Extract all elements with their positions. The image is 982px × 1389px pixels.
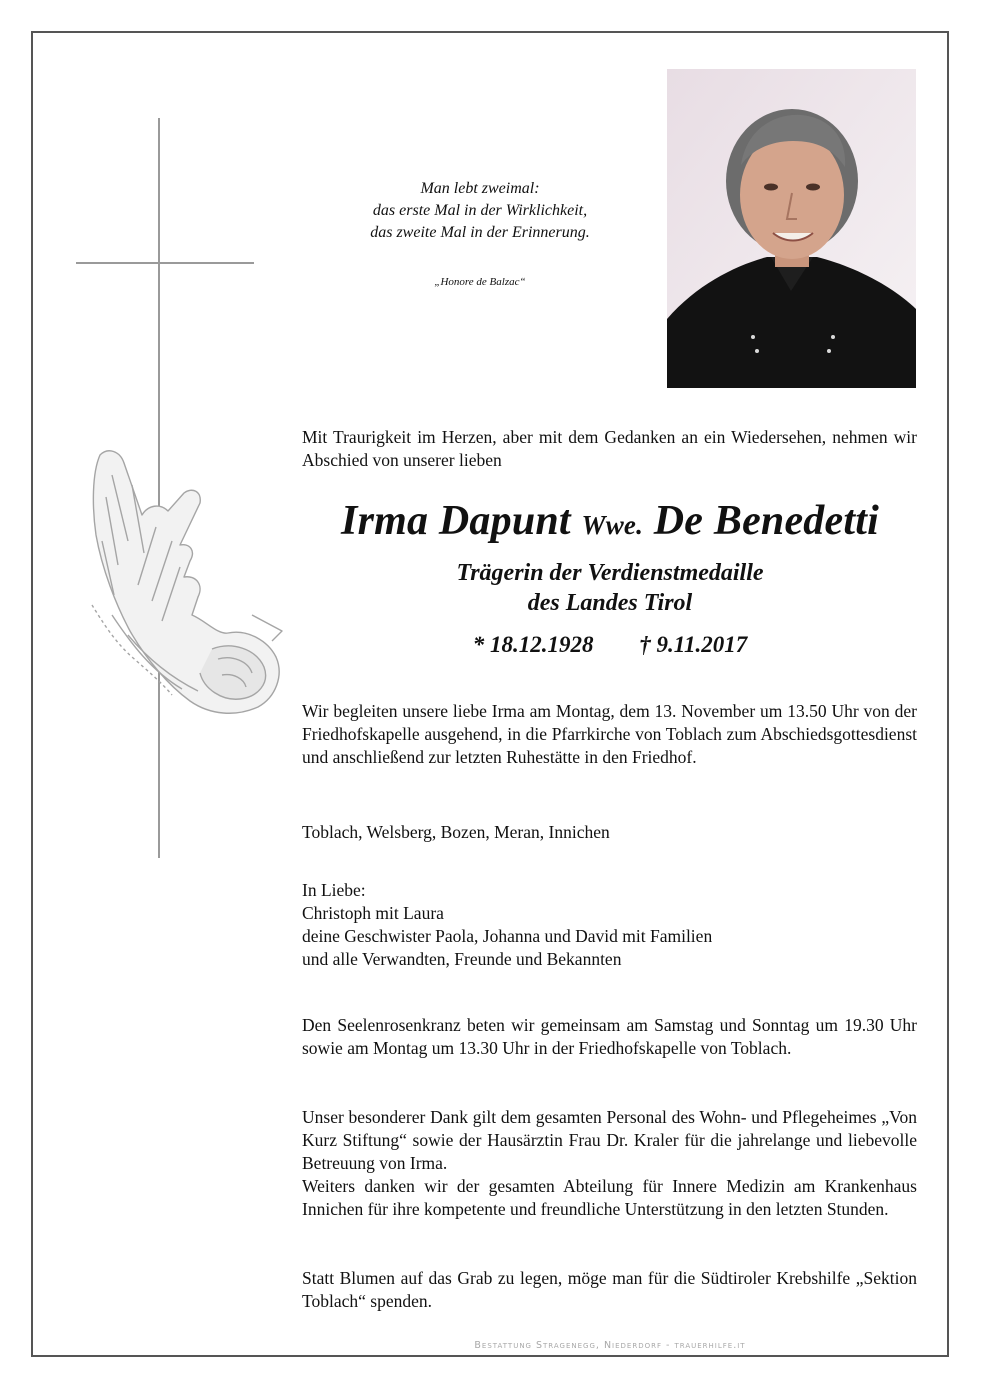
quote-line: Man lebt zweimal:	[420, 180, 540, 197]
mourner-line: Christoph mit Laura	[302, 903, 444, 923]
praying-hands-icon	[72, 445, 294, 725]
thanks-paragraph: Weiters danken wir der gesamten Abteilung für Innere Medizin am Krankenhaus Innichen für ihre kompetente und freundliche Unterstützung in den letzten Stunden.	[302, 1176, 917, 1219]
deceased-married-name: De Benedetti	[653, 498, 879, 544]
quote-line: das zweite Mal in der Erinnerung.	[370, 224, 590, 241]
honor-title	[290, 558, 930, 618]
intro-text: Mit Traurigkeit im Herzen, aber mit dem Gedanken an ein Wiedersehen, nehmen wir Abschied von unserer lieben	[302, 427, 917, 470]
places-text: Toblach, Welsberg, Bozen, Meran, Innichen	[302, 822, 610, 842]
mourner-line: und alle Verwandten, Freunde und Bekannten	[302, 949, 622, 969]
thanks-text	[302, 1106, 917, 1221]
mourners-list	[302, 879, 917, 971]
footer-credit: Bestattung Stragenegg, Niederdorf - trauerhilfe.it	[474, 1340, 746, 1351]
honor-line: des Landes Tirol	[527, 590, 693, 616]
mourner-line: deine Geschwister Paola, Johanna und David mit Familien	[302, 926, 713, 946]
portrait-photo	[667, 69, 916, 388]
flowers-text: Statt Blumen auf das Grab zu legen, möge man für die Südtiroler Krebshilfe „Sektion Toblach“ spenden.	[302, 1268, 917, 1311]
honor-line: Trägerin der Verdienstmedaille	[456, 560, 764, 586]
death-date: † 9.11.2017	[639, 632, 748, 657]
memorial-quote	[290, 178, 670, 244]
quote-line: das erste Mal in der Wirklichkeit,	[372, 202, 588, 219]
burial-text: Wir begleiten unsere liebe Irma am Montag, dem 13. November um 13.50 Uhr von der Friedhofskapelle ausgehend, in die Pfarrkirche von Toblach zum Abschiedsgottesdienst und anschließend zur letzten Ruhestätte in den Friedhof.	[302, 701, 917, 767]
rosary-text: Den Seelenrosenkranz beten wir gemeinsam am Samstag und Sonntag um 19.30 Uhr sowie am Montag um 13.30 Uhr in der Friedhofskapelle von Toblach.	[302, 1015, 917, 1058]
deceased-name	[290, 497, 930, 549]
widow-prefix: Wwe.	[581, 510, 644, 540]
thanks-paragraph: Unser besonderer Dank gilt dem gesamten Personal des Wohn- und Pflegeheimes „Von Kurz Stiftung“ sowie der Hausärztin Frau Dr. Kraler für die jahrelange und liebevolle Betreuung von Irma.	[302, 1107, 917, 1173]
quote-author: „Honore de Balzac“	[434, 276, 526, 288]
deceased-first-name: Irma Dapunt	[341, 498, 571, 544]
cross-bar	[76, 262, 254, 264]
life-dates	[290, 632, 930, 658]
mourner-line: In Liebe:	[302, 880, 366, 900]
birth-date: * 18.12.1928	[472, 632, 594, 657]
